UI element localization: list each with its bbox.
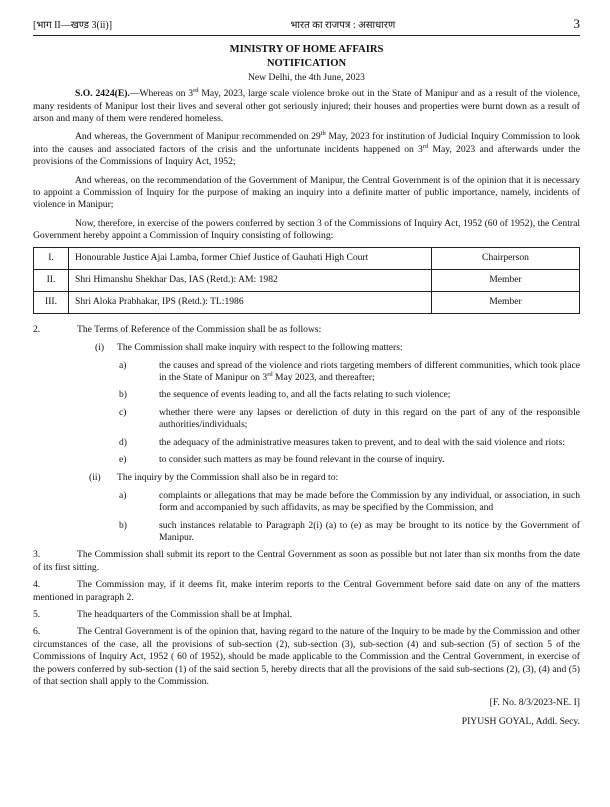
item-text: to consider such matters as may be found relevant in the course of inquiry. (159, 453, 445, 465)
preamble-paragraph-3: And whereas, on the recommendation of the Government of Manipur, the Central Government is of the opinion that it is necessary to appoint a Commission of Inquiry for the purpose of making an inquiry into a definite matter of public importance, namely, incidents of violence in Manipur; (33, 174, 580, 211)
item-label: d) (119, 436, 127, 448)
table-row (34, 247, 580, 269)
sub-clause-number: (i) (95, 342, 105, 354)
item-label: b) (119, 389, 127, 401)
item-text: complaints or allegations that may be made before the Commission by any individual, or association, in such form and accompanied by such affidavits, as may be specified by the Commission, and (159, 489, 580, 514)
sub-clause-ii (33, 472, 580, 484)
page-header (33, 18, 580, 36)
preamble-paragraph-2: And whereas, the Government of Manipur recommended on 29th May, 2023 for institution of Judicial Inquiry Commission to look into the causes and associated factors of the crisis and the unfortunate incidents happened on 3rd May, 2023 and afterwards under the provisions of the Commissions of Inquiry Act, 1952; (33, 130, 580, 168)
paragraph-4 (33, 579, 580, 604)
list-item (33, 360, 580, 385)
so-number: S.O. 2424(E). (75, 88, 130, 100)
list-item (33, 389, 580, 401)
paragraph-text: The Central Government is of the opinion that, having regard to the nature of the Inquiry to be made by the Commission and other circumstances of the case, all the provisions of sub-section (2), sub-section (3), sub-section (4) and sub-section (5) of section 5 of the Commissions of Inquiry Act, 1952 ( 60 of 1952), should be made applicable to the Commission and the Central Government, in exercise of the powers conferred by sub-section (1) of the said section 5, hereby directs that all the provisions of the said sub-sections (2), (3), (4) and (5) of that section shall apply to the Commission. (33, 626, 580, 688)
member-role: Chairperson (432, 247, 580, 269)
paragraph-text: The headquarters of the Commission shall be at Imphal. (77, 609, 293, 620)
sub-clause-number: (ii) (89, 472, 101, 484)
sub-clause-text: The Commission shall make inquiry with respect to the following matters: (117, 342, 403, 354)
file-number: [F. No. 8/3/2023-NE. I] (489, 697, 580, 709)
paragraph-number: 2. (33, 323, 41, 335)
preamble-paragraph-4: Now, therefore, in exercise of the powers conferred by section 3 of the Commissions of Inquiry Act, 1952 (60 of 1952), the Central Government hereby appoint a Commission of Inquiry consisting of following: (33, 217, 580, 242)
member-number: III. (34, 291, 69, 313)
paragraph-2 (33, 324, 580, 336)
table-row (34, 291, 580, 313)
member-number: I. (34, 247, 69, 269)
preamble-paragraph-1: S.O. 2424(E).—Whereas on 3rd May, 2023, large scale violence broke out in the State of Manipur and as a result of the violence, many residents of Manipur lost their lives and several other got seriously injured; their houses and properties were burnt down as a result of arson and many of them were rendered homeless. (33, 87, 580, 125)
place-date: New Delhi, the 4th June, 2023 (248, 71, 365, 83)
table-row (34, 269, 580, 291)
header-part-section: [भाग II—खण्ड 3(ii)] (33, 20, 113, 31)
paragraph-text: The Commission shall submit its report to the Central Government as soon as possible but not later than six months from the date of its first sitting. (33, 549, 580, 573)
paragraph-text: The Terms of Reference of the Commission shall be as follows: (77, 323, 322, 335)
sub-clause-i (33, 342, 580, 354)
paragraph-number: 3. (33, 549, 41, 561)
paragraph-6 (33, 626, 580, 688)
member-name: Shri Aloka Prabhakar, IPS (Retd.): TL:1986 (69, 291, 432, 313)
member-name: Honourable Justice Ajai Lamba, former Chief Justice of Gauhati High Court (69, 247, 432, 269)
sub-clause-text: The inquiry by the Commission shall also be in regard to: (117, 472, 339, 484)
paragraph-3 (33, 549, 580, 574)
commission-members-table (33, 247, 580, 314)
paragraph-5 (33, 609, 580, 621)
item-text: the adequacy of the administrative measures taken to prevent, and to deal with the said violence and riots: (159, 436, 566, 448)
notification-title: NOTIFICATION (266, 57, 347, 69)
paragraph-text: The Commission may, if it deems fit, make interim reports to the Central Government before said date on any of the matters mentioned in paragraph 2. (33, 579, 580, 603)
paragraph-number: 5. (33, 609, 41, 620)
list-item (33, 407, 580, 432)
item-label: c) (119, 406, 127, 418)
item-text: such instances relatable to Paragraph 2(i) (a) to (e) as may be brought to its notice by the Government of Manipur. (159, 519, 580, 543)
list-item (33, 520, 580, 545)
signatory: PIYUSH GOYAL, Addl. Secy. (461, 715, 580, 727)
ministry-title: MINISTRY OF HOME AFFAIRS (229, 44, 384, 56)
header-gazette-title: भारत का राजपत्र : असाधारण (290, 20, 396, 31)
list-item (33, 490, 580, 515)
page-number: 3 (573, 16, 580, 31)
item-text: the sequence of events leading to, and all the facts relating to such violence; (159, 389, 451, 401)
member-role: Member (432, 269, 580, 291)
paragraph-number: 4. (33, 579, 41, 591)
item-label: e) (119, 453, 127, 465)
paragraph-number: 6. (33, 626, 41, 638)
list-item (33, 454, 580, 466)
item-label: a) (119, 359, 127, 371)
item-label: a) (119, 489, 127, 501)
member-number: II. (34, 269, 69, 291)
list-item (33, 437, 580, 449)
item-text: the causes and spread of the violence and riots targeting members of different communities, which took place in the State of Manipur on 3rd May 2023, and thereafter; (159, 359, 580, 383)
member-name: Shri Himanshu Shekhar Das, IAS (Retd.): AM: 1982 (69, 269, 432, 291)
item-label: b) (119, 519, 127, 531)
member-role: Member (432, 291, 580, 313)
item-text: whether there were any lapses or dereliction of duty in this regard on the part of any of the responsible authorities/individuals; (159, 406, 580, 431)
